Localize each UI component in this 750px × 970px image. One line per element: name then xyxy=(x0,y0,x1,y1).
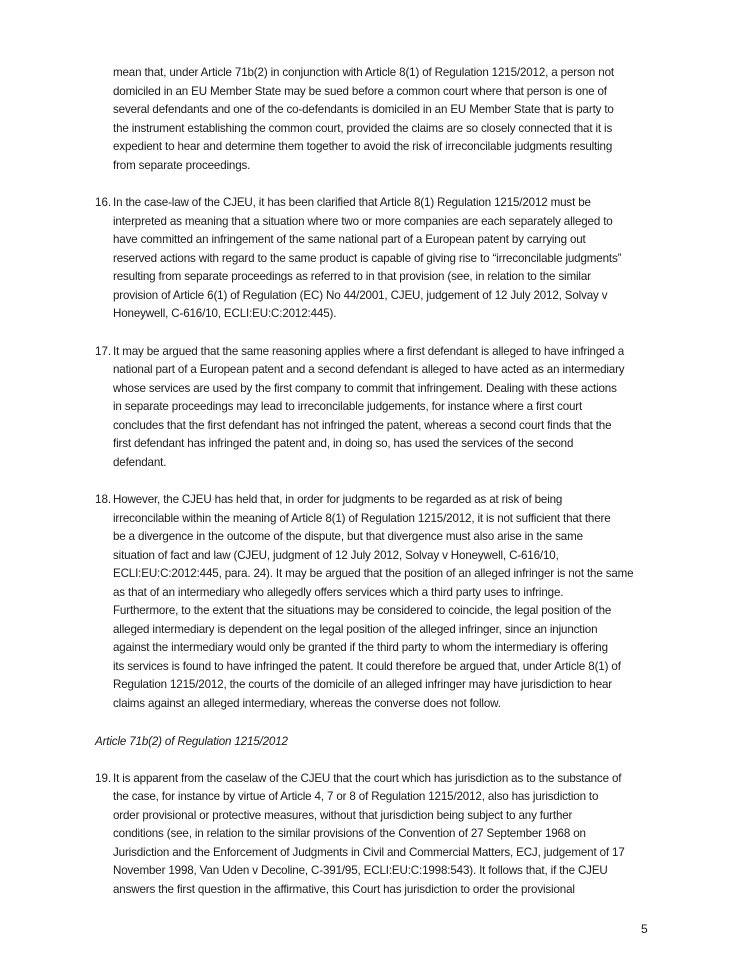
text-line: November 1998, Van Uden v Decoline, C-391/95, ECLI:EU:C:1998:543). It follows that, if the CJEU xyxy=(113,864,608,877)
text-line: national part of a European patent and a second defendant is alleged to have acted as an intermediary xyxy=(113,363,625,376)
paragraph-number: 18. xyxy=(95,493,112,506)
text-line: provision of Article 6(1) of Regulation (EC) No 44/2001, CJEU, judgement of 12 July 2012, Solvay v xyxy=(113,289,608,302)
text-line: conditions (see, in relation to the similar provisions of the Convention of 27 September 1968 on xyxy=(113,827,586,840)
text-line: ECLI:EU:C:2012:445, para. 24). It may be argued that the position of an alleged infringer is not the same xyxy=(113,567,634,580)
text-line: whose services are used by the first company to commit that infringement. Dealing with these actions xyxy=(113,382,617,395)
text-line: In the case-law of the CJEU, it has been clarified that Article 8(1) Regulation 1215/2012 must be xyxy=(113,196,591,209)
text-line: However, the CJEU has held that, in order for judgments to be regarded as at risk of being xyxy=(113,493,563,506)
text-line: answers the first question in the affirmative, this Court has jurisdiction to order the provisional xyxy=(113,883,575,896)
paragraph-number: 19. xyxy=(95,772,112,785)
text-line: from separate proceedings. xyxy=(113,159,251,172)
text-line: It is apparent from the caselaw of the CJEU that the court which has jurisdiction as to the substance of xyxy=(113,772,622,785)
text-line: as that of an intermediary who allegedly offers services which a third party uses to infringe. xyxy=(113,586,564,599)
paragraph-number: 17. xyxy=(95,345,112,358)
text-line: mean that, under Article 71b(2) in conjunction with Article 8(1) of Regulation 1215/2012, a person not xyxy=(113,66,614,79)
text-line: Regulation 1215/2012, the courts of the domicile of an alleged infringer may have jurisdiction to hear xyxy=(113,678,613,691)
text-line: first defendant has infringed the patent and, in doing so, has used the services of the second xyxy=(113,437,574,450)
text-line: alleged intermediary is dependent on the legal position of the alleged infringer, since an injunction xyxy=(113,623,598,636)
text-line: concludes that the first defendant has not infringed the patent, whereas a second court finds that the xyxy=(113,419,612,432)
text-line: its services is found to have infringed the patent. It could therefore be argued that, under Article 8(1) of xyxy=(113,660,621,673)
text-line: It may be argued that the same reasoning applies where a first defendant is alleged to have infringed a xyxy=(113,345,625,358)
text-line: the instrument establishing the common court, provided the claims are so closely connected that it is xyxy=(113,122,613,135)
text-line: claims against an alleged intermediary, whereas the converse does not follow. xyxy=(113,697,501,710)
text-line: resulting from separate proceedings as referred to in that provision (see, in relation to the similar xyxy=(113,270,591,283)
paragraph-number: 16. xyxy=(95,196,112,209)
text-line: irreconcilable within the meaning of Article 8(1) of Regulation 1215/2012, it is not sufficient that there xyxy=(113,512,611,525)
text-line: against the intermediary would only be granted if the third party to whom the intermediary is offering xyxy=(113,641,608,654)
section-heading: Article 71b(2) of Regulation 1215/2012 xyxy=(95,735,288,748)
text-line: domiciled in an EU Member State may be sued before a common court where that person is one of xyxy=(113,85,607,98)
text-line: expedient to hear and determine them together to avoid the risk of irreconcilable judgments resulting xyxy=(113,140,613,153)
text-line: in separate proceedings may lead to irreconcilable judgements, for instance where a first court xyxy=(113,400,583,413)
text-line: reserved actions with regard to the same product is capable of giving rise to “irreconcilable judgments” xyxy=(113,252,622,265)
text-line: situation of fact and law (CJEU, judgment of 12 July 2012, Solvay v Honeywell, C-616/10, xyxy=(113,549,559,562)
text-line: defendant. xyxy=(113,456,167,469)
text-line: be a divergence in the outcome of the dispute, but that divergence must also arise in the same xyxy=(113,530,583,543)
text-line: Jurisdiction and the Enforcement of Judgments in Civil and Commercial Matters, ECJ, judgement of 17 xyxy=(113,846,625,859)
text-line: Furthermore, to the extent that the situations may be considered to coincide, the legal position of the xyxy=(113,604,612,617)
text-line: several defendants and one of the co-defendants is domiciled in an EU Member State that is party to xyxy=(113,103,614,116)
text-line: Honeywell, C-616/10, ECLI:EU:C:2012:445). xyxy=(113,307,337,320)
text-line: interpreted as meaning that a situation where two or more companies are each separately alleged to xyxy=(113,215,613,228)
text-line: have committed an infringement of the same national part of a European patent by carrying out xyxy=(113,233,586,246)
text-line: order provisional or protective measures, without that jurisdiction being subject to any further xyxy=(113,809,573,822)
page-number: 5 xyxy=(641,922,648,936)
text-line: the case, for instance by virtue of Article 4, 7 or 8 of Regulation 1215/2012, also has jurisdiction to xyxy=(113,790,599,803)
